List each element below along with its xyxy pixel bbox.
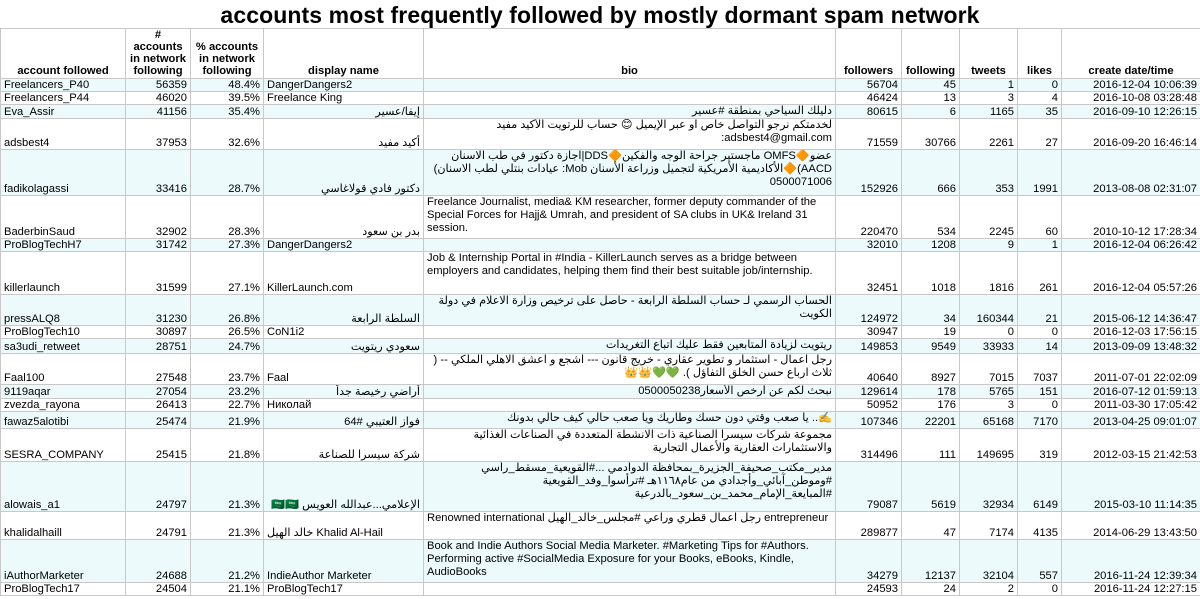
cell-tweets: 5765 <box>960 385 1018 399</box>
table-row <box>1 79 1200 92</box>
cell-accounts-following-percent: 28.3% <box>191 196 264 239</box>
cell-followers: 289877 <box>836 512 902 540</box>
cell-followers: 79087 <box>836 462 902 512</box>
cell-following: 176 <box>902 399 960 412</box>
cell-create-date: 2016-12-04 06:26:42 <box>1062 239 1200 252</box>
cell-accounts-following-percent: 21.3% <box>191 462 264 512</box>
cell-accounts-following-count: 24504 <box>126 583 191 596</box>
cell-account-followed: Freelancers_P44 <box>1 92 126 105</box>
cell-bio: دليلك السياحي بمنطقة #عسير <box>424 105 836 119</box>
cell-following: 1018 <box>902 252 960 295</box>
cell-following: 24 <box>902 583 960 596</box>
cell-account-followed: Freelancers_P40 <box>1 79 126 92</box>
cell-followers: 30947 <box>836 326 902 339</box>
cell-account-followed: khalidalhaill <box>1 512 126 540</box>
cell-likes: 14 <box>1018 339 1062 354</box>
cell-likes: 557 <box>1018 540 1062 583</box>
cell-account-followed: iAuthorMarketer <box>1 540 126 583</box>
cell-display-name: إيفا/عسير <box>264 105 424 119</box>
cell-tweets: 1816 <box>960 252 1018 295</box>
table-row <box>1 412 1200 429</box>
cell-tweets: 65168 <box>960 412 1018 429</box>
cell-accounts-following-count: 30897 <box>126 326 191 339</box>
cell-tweets: 3 <box>960 399 1018 412</box>
cell-followers: 40640 <box>836 354 902 385</box>
header-tweets: tweets <box>960 29 1018 79</box>
cell-tweets: 149695 <box>960 429 1018 462</box>
cell-followers: 80615 <box>836 105 902 119</box>
header-followers: followers <box>836 29 902 79</box>
cell-create-date: 2016-11-24 12:39:34 <box>1062 540 1200 583</box>
cell-accounts-following-percent: 22.7% <box>191 399 264 412</box>
cell-display-name: DangerDangers2 <box>264 79 424 92</box>
cell-account-followed: fawaz5alotibi <box>1 412 126 429</box>
cell-accounts-following-percent: 24.7% <box>191 339 264 354</box>
cell-likes: 261 <box>1018 252 1062 295</box>
cell-create-date: 2013-04-25 09:01:07 <box>1062 412 1200 429</box>
cell-accounts-following-percent: 21.8% <box>191 429 264 462</box>
cell-tweets: 0 <box>960 326 1018 339</box>
cell-tweets: 32934 <box>960 462 1018 512</box>
cell-tweets: 32104 <box>960 540 1018 583</box>
table-row <box>1 399 1200 412</box>
cell-account-followed: alowais_a1 <box>1 462 126 512</box>
cell-following: 12137 <box>902 540 960 583</box>
cell-accounts-following-count: 32902 <box>126 196 191 239</box>
cell-likes: 6149 <box>1018 462 1062 512</box>
cell-create-date: 2016-12-03 17:56:15 <box>1062 326 1200 339</box>
cell-bio: مدير_مكتب_صحيفة_الجزيرة_بمحافظة الدوادمي ...#القويعية_مسقط_رأسي #وموطن_آبائي_وأجدادي من عام١١٦٨هـ #ترأسوا_وفد_القويعية #المبايعة_الإمام_محمد_بن_سعود_بالدرعية <box>424 462 836 512</box>
cell-tweets: 2 <box>960 583 1018 596</box>
cell-account-followed: Faal100 <box>1 354 126 385</box>
cell-create-date: 2015-03-10 11:14:35 <box>1062 462 1200 512</box>
header-accounts-following-count: # accounts in network following <box>126 29 191 79</box>
cell-bio: Freelance Journalist, media& KM researcher, former deputy commander of the Special Forces for Hajj& Umrah, and president of SA clubs in UK& Ireland 31 session. <box>424 196 836 239</box>
table-row <box>1 196 1200 239</box>
cell-accounts-following-percent: 21.1% <box>191 583 264 596</box>
cell-likes: 1 <box>1018 239 1062 252</box>
cell-account-followed: Eva_Assir <box>1 105 126 119</box>
cell-bio <box>424 583 836 596</box>
cell-create-date: 2013-09-09 13:48:32 <box>1062 339 1200 354</box>
cell-following: 111 <box>902 429 960 462</box>
cell-followers: 24593 <box>836 583 902 596</box>
header-bio: bio <box>424 29 836 79</box>
cell-following: 47 <box>902 512 960 540</box>
cell-accounts-following-count: 27054 <box>126 385 191 399</box>
cell-accounts-following-count: 24797 <box>126 462 191 512</box>
cell-likes: 7037 <box>1018 354 1062 385</box>
cell-accounts-following-percent: 39.5% <box>191 92 264 105</box>
cell-create-date: 2011-03-30 17:05:42 <box>1062 399 1200 412</box>
cell-account-followed: zvezda_rayona <box>1 399 126 412</box>
cell-accounts-following-count: 33416 <box>126 150 191 196</box>
cell-following: 178 <box>902 385 960 399</box>
cell-followers: 129614 <box>836 385 902 399</box>
cell-tweets: 9 <box>960 239 1018 252</box>
cell-followers: 34279 <box>836 540 902 583</box>
header-likes: likes <box>1018 29 1062 79</box>
cell-display-name: Faal <box>264 354 424 385</box>
cell-bio: ريتويت لزيادة المتابعين فقط عليك اتباع التغريدات <box>424 339 836 354</box>
cell-tweets: 353 <box>960 150 1018 196</box>
cell-accounts-following-percent: 23.7% <box>191 354 264 385</box>
cell-accounts-following-count: 27548 <box>126 354 191 385</box>
cell-accounts-following-count: 31230 <box>126 295 191 326</box>
cell-account-followed: ProBlogTech17 <box>1 583 126 596</box>
cell-account-followed: BaderbinSaud <box>1 196 126 239</box>
cell-accounts-following-percent: 23.2% <box>191 385 264 399</box>
cell-followers: 46424 <box>836 92 902 105</box>
cell-display-name: بدر بن سعود <box>264 196 424 239</box>
cell-accounts-following-count: 41156 <box>126 105 191 119</box>
cell-accounts-following-percent: 35.4% <box>191 105 264 119</box>
cell-accounts-following-count: 31599 <box>126 252 191 295</box>
cell-following: 666 <box>902 150 960 196</box>
cell-accounts-following-percent: 26.8% <box>191 295 264 326</box>
cell-likes: 0 <box>1018 583 1062 596</box>
cell-display-name: السلطة الرابعة <box>264 295 424 326</box>
cell-accounts-following-count: 46020 <box>126 92 191 105</box>
cell-accounts-following-count: 24688 <box>126 540 191 583</box>
header-create-date: create date/time <box>1062 29 1200 79</box>
cell-accounts-following-count: 37953 <box>126 119 191 150</box>
cell-accounts-following-count: 26413 <box>126 399 191 412</box>
cell-display-name: CoN1i2 <box>264 326 424 339</box>
cell-create-date: 2013-08-08 02:31:07 <box>1062 150 1200 196</box>
cell-bio: مجموعة شركات سيسرا الصناعية ذات الانشطة المتعددة في الصناعات الغذائية والاستثمارات العقارية والأعمال التجارية <box>424 429 836 462</box>
cell-followers: 56704 <box>836 79 902 92</box>
cell-accounts-following-count: 24791 <box>126 512 191 540</box>
cell-likes: 4135 <box>1018 512 1062 540</box>
cell-create-date: 2016-12-04 05:57:26 <box>1062 252 1200 295</box>
cell-bio: ✍️.. يا صعب وقتي دون حسك وطاريك ويا صعب حالي كيف حالي بدونك <box>424 412 836 429</box>
cell-account-followed: SESRA_COMPANY <box>1 429 126 462</box>
cell-create-date: 2014-06-29 13:43:50 <box>1062 512 1200 540</box>
table-row <box>1 252 1200 295</box>
cell-bio: الحساب الرسمي لـ حساب السلطة الرابعة - حاصل على ترخيص وزارة الاعلام في دولة الكويت <box>424 295 836 326</box>
cell-accounts-following-percent: 26.5% <box>191 326 264 339</box>
cell-create-date: 2011-07-01 22:02:09 <box>1062 354 1200 385</box>
cell-create-date: 2015-06-12 14:36:47 <box>1062 295 1200 326</box>
cell-account-followed: ProBlogTechH7 <box>1 239 126 252</box>
cell-followers: 50952 <box>836 399 902 412</box>
table-row <box>1 326 1200 339</box>
cell-account-followed: fadikolagassi <box>1 150 126 196</box>
cell-likes: 319 <box>1018 429 1062 462</box>
accounts-table <box>0 28 1200 596</box>
cell-following: 34 <box>902 295 960 326</box>
cell-likes: 27 <box>1018 119 1062 150</box>
cell-bio: Book and Indie Authors Social Media Marketer. #Marketing Tips for #Authors. Performing active #SocialMedia Exposure for your Books, eBooks, Kindle, AudioBooks <box>424 540 836 583</box>
cell-following: 534 <box>902 196 960 239</box>
cell-following: 6 <box>902 105 960 119</box>
table-row <box>1 512 1200 540</box>
cell-accounts-following-percent: 48.4% <box>191 79 264 92</box>
cell-create-date: 2016-07-12 01:59:13 <box>1062 385 1200 399</box>
cell-accounts-following-percent: 21.2% <box>191 540 264 583</box>
cell-likes: 1991 <box>1018 150 1062 196</box>
cell-display-name: سعودي ريتويت <box>264 339 424 354</box>
cell-bio: Job & Internship Portal in #India - KillerLaunch serves as a bridge between employers and candidates, helping them find their best suitable job/internship. <box>424 252 836 295</box>
cell-bio <box>424 326 836 339</box>
cell-display-name: Freelance King <box>264 92 424 105</box>
cell-likes: 0 <box>1018 326 1062 339</box>
cell-display-name: DangerDangers2 <box>264 239 424 252</box>
cell-bio: نبحث لكم عن أرخص الأسعار0500050238 <box>424 385 836 399</box>
cell-following: 30766 <box>902 119 960 150</box>
cell-followers: 220470 <box>836 196 902 239</box>
table-row <box>1 105 1200 119</box>
cell-bio: عضو🔶OMFS ماجستير جراحة الوجه والفكين🔶DDS|اجازة دكتور في طب الاسنان AACD)🔶الأكاديمية الأمريكية لتجميل وزراعة الأسنان Mob: عيادات بنتلي لطب الاسنان) 0500071006 <box>424 150 836 196</box>
cell-accounts-following-percent: 27.3% <box>191 239 264 252</box>
table-row <box>1 92 1200 105</box>
cell-account-followed: 9119aqar <box>1 385 126 399</box>
cell-likes: 7170 <box>1018 412 1062 429</box>
cell-likes: 4 <box>1018 92 1062 105</box>
table-row <box>1 295 1200 326</box>
cell-accounts-following-count: 56359 <box>126 79 191 92</box>
header-display-name: display name <box>264 29 424 79</box>
header-following: following <box>902 29 960 79</box>
cell-display-name: شركة سيسرا للصناعة <box>264 429 424 462</box>
cell-likes: 0 <box>1018 79 1062 92</box>
cell-followers: 149853 <box>836 339 902 354</box>
table-row <box>1 385 1200 399</box>
cell-display-name: IndieAuthor Marketer <box>264 540 424 583</box>
cell-likes: 0 <box>1018 399 1062 412</box>
cell-following: 1208 <box>902 239 960 252</box>
cell-likes: 35 <box>1018 105 1062 119</box>
cell-bio: رجل اعمال - استثمار و تطوير عقاري - خريج قانون --- اشجع و اعشق الاهلي الملكي -- ( ثلاث ارباع حسن الخلق التفاؤل ). 💚💚👑👑 <box>424 354 836 385</box>
cell-likes: 60 <box>1018 196 1062 239</box>
cell-likes: 21 <box>1018 295 1062 326</box>
cell-display-name: الإعلامي...عبدالله العويس 🇸🇦🇸🇦 <box>264 462 424 512</box>
table-row <box>1 239 1200 252</box>
cell-create-date: 2016-12-04 10:06:39 <box>1062 79 1200 92</box>
cell-accounts-following-count: 31742 <box>126 239 191 252</box>
cell-create-date: 2016-10-08 03:28:48 <box>1062 92 1200 105</box>
cell-following: 13 <box>902 92 960 105</box>
table-body <box>1 79 1200 596</box>
header-row <box>1 29 1200 79</box>
cell-tweets: 1 <box>960 79 1018 92</box>
table-row <box>1 354 1200 385</box>
cell-display-name: دكتور فادي قولاغاسي <box>264 150 424 196</box>
cell-create-date: 2010-10-12 17:28:34 <box>1062 196 1200 239</box>
table-row <box>1 339 1200 354</box>
cell-account-followed: pressALQ8 <box>1 295 126 326</box>
cell-accounts-following-percent: 21.3% <box>191 512 264 540</box>
cell-display-name: أكيد مفيد <box>264 119 424 150</box>
cell-followers: 32010 <box>836 239 902 252</box>
table-row <box>1 462 1200 512</box>
cell-tweets: 2261 <box>960 119 1018 150</box>
cell-likes: 151 <box>1018 385 1062 399</box>
cell-display-name: أراضي رخيصة جداً <box>264 385 424 399</box>
header-accounts-following-percent: % accounts in network following <box>191 29 264 79</box>
cell-followers: 32451 <box>836 252 902 295</box>
cell-tweets: 7015 <box>960 354 1018 385</box>
cell-followers: 152926 <box>836 150 902 196</box>
header-account-followed: account followed <box>1 29 126 79</box>
cell-tweets: 33933 <box>960 339 1018 354</box>
cell-bio <box>424 399 836 412</box>
cell-bio <box>424 239 836 252</box>
cell-accounts-following-percent: 27.1% <box>191 252 264 295</box>
cell-accounts-following-count: 28751 <box>126 339 191 354</box>
cell-accounts-following-percent: 32.6% <box>191 119 264 150</box>
cell-following: 45 <box>902 79 960 92</box>
cell-display-name: خالد الهيل Khalid Al-Hail <box>264 512 424 540</box>
cell-account-followed: sa3udi_retweet <box>1 339 126 354</box>
cell-following: 22201 <box>902 412 960 429</box>
cell-bio <box>424 92 836 105</box>
cell-following: 9549 <box>902 339 960 354</box>
table-row <box>1 583 1200 596</box>
cell-display-name: KillerLaunch.com <box>264 252 424 295</box>
cell-followers: 314496 <box>836 429 902 462</box>
cell-display-name: Николай <box>264 399 424 412</box>
cell-account-followed: ProBlogTech10 <box>1 326 126 339</box>
cell-following: 19 <box>902 326 960 339</box>
cell-tweets: 7174 <box>960 512 1018 540</box>
cell-create-date: 2012-03-15 21:42:53 <box>1062 429 1200 462</box>
cell-followers: 71559 <box>836 119 902 150</box>
table-row <box>1 429 1200 462</box>
cell-account-followed: killerlaunch <box>1 252 126 295</box>
cell-display-name: ProBlogTech17 <box>264 583 424 596</box>
cell-display-name: فواز العتيبي #64 <box>264 412 424 429</box>
cell-accounts-following-percent: 21.9% <box>191 412 264 429</box>
cell-tweets: 160344 <box>960 295 1018 326</box>
cell-bio: لخدمتكم نرجو التواصل خاص او عبر الإيميل 😊 حساب للرتويت الأكيد مفيد adsbest4@gmail.com: <box>424 119 836 150</box>
cell-following: 8927 <box>902 354 960 385</box>
cell-bio <box>424 79 836 92</box>
cell-tweets: 2245 <box>960 196 1018 239</box>
cell-accounts-following-percent: 28.7% <box>191 150 264 196</box>
cell-tweets: 1165 <box>960 105 1018 119</box>
cell-create-date: 2016-09-10 12:26:15 <box>1062 105 1200 119</box>
page-title: accounts most frequently followed by mostly dormant spam network <box>220 2 980 28</box>
cell-tweets: 3 <box>960 92 1018 105</box>
cell-followers: 124972 <box>836 295 902 326</box>
table-row <box>1 540 1200 583</box>
cell-followers: 107346 <box>836 412 902 429</box>
cell-accounts-following-count: 25474 <box>126 412 191 429</box>
table-row <box>1 119 1200 150</box>
cell-create-date: 2016-11-24 12:27:15 <box>1062 583 1200 596</box>
cell-accounts-following-count: 25415 <box>126 429 191 462</box>
cell-create-date: 2016-09-20 16:46:14 <box>1062 119 1200 150</box>
cell-bio: Renowned international رجل اعمال قطري وراعي #مجلس_خالد_الهيل entrepreneur <box>424 512 836 540</box>
cell-following: 5619 <box>902 462 960 512</box>
cell-account-followed: adsbest4 <box>1 119 126 150</box>
table-row <box>1 150 1200 196</box>
